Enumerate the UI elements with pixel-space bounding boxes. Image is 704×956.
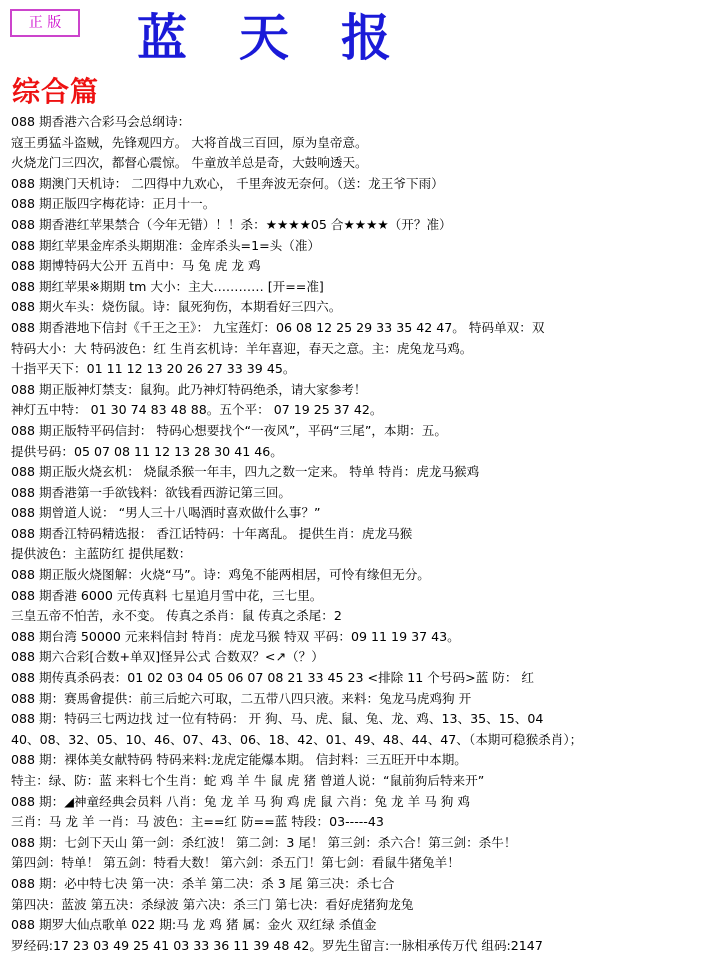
section-title: 综合篇: [12, 75, 100, 108]
text-line: 提供波色：主蓝防红 提供尾数：: [11, 546, 192, 562]
text-line: 火烧龙门三四次，都督心震惊。 牛童放羊总是奇，大鼓响透天。: [11, 155, 368, 171]
text-line: 40、08、32、05、10、46、07、43、06、18、42、01、49、48、44、47、（本期可稳猴杀肖）；: [11, 731, 583, 747]
text-line: 寇王勇猛斗盗贼，先锋观四方。 大将首战三百回，原为皇帝意。: [11, 134, 368, 150]
text-line: 罗经码:17 23 03 49 25 41 03 33 36 11 39 48 42。罗先生留言:一脉相承传万代 组码:2147: [11, 937, 543, 953]
text-line: 提供号码：05 07 08 11 12 13 28 30 41 46。: [11, 443, 283, 459]
text-line: 088 期罗大仙点歌单 022 期:马 龙 鸡 猪 属：金火 双红绿 杀值金: [11, 917, 377, 933]
text-line: 088 期红苹果※期期 tm 大小：主大………… [开==准]: [11, 278, 324, 294]
text-line: 088 期：◢神童经典会员料 八肖：兔 龙 羊 马 狗 鸡 虎 鼠 六肖：兔 龙 羊 马 狗 鸡: [11, 793, 470, 809]
text-line: 088 期香港红苹果禁合（今年无错）！！杀：★★★★05 合★★★★（开？准）: [11, 216, 452, 232]
text-line: 088 期传真杀码表：01 02 03 04 05 06 07 08 21 33 45 23 <排除 11 个号码>蓝 防： 红: [11, 670, 535, 686]
edition-badge: 正 版: [10, 9, 80, 37]
text-line: 088 期正版神灯禁支：鼠狗。此乃神灯特码绝杀，请大家参考！: [11, 381, 367, 397]
text-line: 特主：绿、防：蓝 来料七个生肖：蛇 鸡 羊 牛 鼠 虎 猪 曾道人说：“鼠前狗后特来开”: [11, 773, 485, 788]
text-line: 三肖：马 龙 羊 一肖：马 波色：主==红 防==蓝 特段：03-----43: [11, 814, 384, 830]
text-line: 神灯五中特： 01 30 74 83 48 88。五个平： 07 19 25 37 42。: [11, 402, 383, 418]
text-line: 第四决：蓝波 第五决：杀绿波 第六决：杀三门 第七决：看好虎猪狗龙兔: [11, 896, 414, 912]
text-line: 088 期博特码大公开 五肖中：马 兔 虎 龙 鸡: [11, 258, 261, 274]
content-lines: [11, 112, 701, 956]
text-line: 088 期六合彩[合数+单双]怪异公式 合数双？<↗（？）: [11, 649, 324, 665]
text-line: 088 期台湾 50000 元来料信封 特肖：虎龙马猴 特双 平码：09 11 19 37 43。: [11, 628, 460, 644]
text-line: 088 期：必中特七决 第一决：杀羊 第二决：杀 3 尾 第三决：杀七合: [11, 875, 395, 891]
text-line: 三皇五帝不怕苦，永不变。 传真之杀肖：鼠 传真之杀尾：2: [11, 608, 342, 624]
text-line: 088 期红苹果金库杀头期期准：金库杀头=1=头（准）: [11, 237, 321, 253]
text-line: 088 期香江特码精选报： 香江话特码：十年离乱。 提供生肖：虎龙马猴: [11, 525, 413, 541]
text-line: 088 期正版火烧图解：火烧“马”。诗：鸡兔不能两相居，可怜有缘但无分。: [11, 567, 430, 583]
text-line: 088 期香港地下信封《千王之王》： 九宝莲灯：06 08 12 25 29 33 35 42 47。 特码单双：双: [11, 319, 545, 335]
text-line: 088 期：裸体美女献特码 特码来料:龙虎定能爆本期。 信封料：三五旺开中本期。: [11, 752, 467, 768]
text-line: 088 期澳门天机诗： 二四得中九欢心， 千里奔波无奈何。（送：龙王爷下雨）: [11, 175, 444, 191]
text-line: 088 期香港六合彩马会总纲诗：: [11, 114, 191, 129]
text-line: 088 期火车头：烧伤鼠。诗：鼠死狗伤，本期看好三四六。: [11, 299, 342, 315]
text-line: 088 期正版四字梅花诗：正月十一。: [11, 196, 216, 212]
text-line: 088 期正版火烧玄机： 烧鼠杀猴一年丰，四九之数一定来。 特单 特肖：虎龙马猴鸡: [11, 464, 480, 480]
text-line: 088 期：赛馬會提供：前三后蛇六可取，二五带八四只液。来料：兔龙马虎鸡狗 开: [11, 690, 472, 706]
text-line: 088 期香港 6000 元传真料 七星追月雪中花，三七里。: [11, 587, 323, 603]
text-line: 特码大小：大 特码波色：红 生肖玄机诗：羊年喜迎，春天之意。主：虎兔龙马鸡。: [11, 340, 473, 356]
text-line: 第四剑：特单！ 第五剑：特看大数！ 第六剑：杀五门！第七剑：看鼠牛猪兔羊！: [11, 855, 460, 871]
page-title: 蓝天报: [137, 8, 443, 67]
text-line: 088 期香港第一手欲钱料：欲钱看西游记第三回。: [11, 484, 291, 500]
text-line: 088 期正版特平码信封： 特码心想要找个“一夜风”，平码“三尾”，本期：五。: [11, 422, 447, 438]
text-line: 088 期：特码三七两边找 过一位有特码： 开 狗、马、虎、鼠、兔、龙、鸡、13、35、15、04: [11, 711, 544, 727]
text-line: 088 期：七剑下天山 第一剑：杀红波！ 第二剑：3 尾！ 第三剑：杀六合！第三剑：杀牛！: [11, 834, 517, 850]
text-line: 088 期曾道人说： “男人三十八喝酒时喜欢做什么事？”: [11, 505, 321, 521]
text-line: 十指平天下：01 11 12 13 20 26 27 33 39 45。: [11, 361, 296, 377]
